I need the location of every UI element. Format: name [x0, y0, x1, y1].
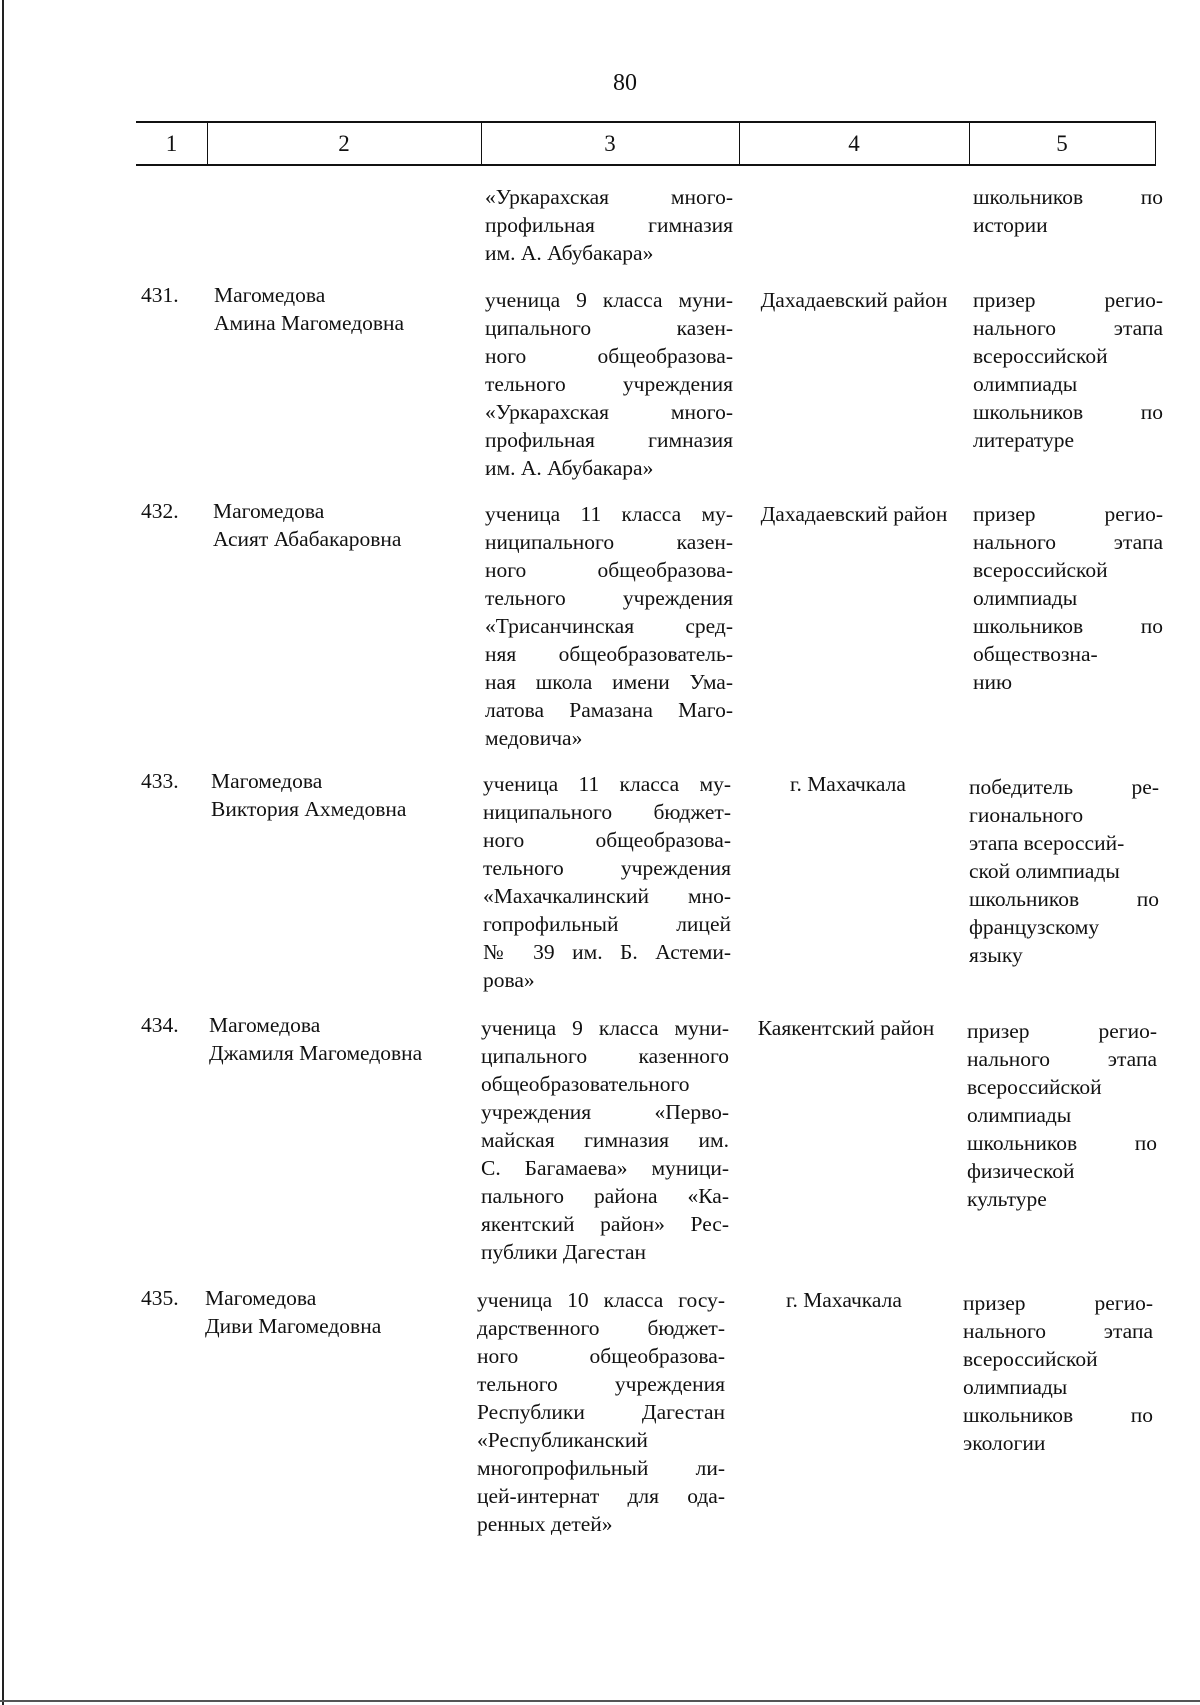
row-number: 433. — [141, 769, 179, 793]
description-line: им. А. Абубакара» — [485, 456, 654, 480]
award-line: олимпиады — [973, 372, 1078, 396]
row-number: 431. — [141, 283, 179, 307]
description-line: латова Рамазана Маго- — [485, 698, 733, 722]
description-line: Республики Дагестан — [477, 1400, 725, 1424]
scan-edge-left — [2, 0, 4, 1705]
row-number: 432. — [141, 499, 179, 523]
award-line: нального этапа — [973, 530, 1163, 554]
description-line: «Уркарахская много- — [485, 185, 733, 209]
name-line: Магомедова — [209, 1013, 321, 1037]
award-line: всероссийской — [967, 1075, 1102, 1099]
name-line: Магомедова — [205, 1286, 317, 1310]
award-line: гионального — [969, 803, 1084, 827]
row-number: 434. — [141, 1013, 179, 1037]
award-line: школьников по — [967, 1131, 1157, 1155]
award-line: всероссийской — [973, 344, 1108, 368]
column-number-2: 2 — [338, 131, 350, 156]
award-line: призер регио- — [973, 288, 1163, 312]
description-line: ученица 9 класса муни- — [485, 288, 733, 312]
column-number-5: 5 — [1056, 131, 1068, 156]
award-line: всероссийской — [973, 558, 1108, 582]
description-line: общеобразовательного — [481, 1072, 690, 1096]
page-number: 80 — [613, 70, 637, 96]
description-line: цей-интернат для ода- — [477, 1484, 725, 1508]
award — [963, 1289, 1153, 1457]
award-line: экологии — [963, 1431, 1046, 1455]
award-line: олимпиады — [967, 1103, 1072, 1127]
award — [967, 1017, 1157, 1213]
scan-edge-bottom — [0, 1700, 1200, 1702]
award-line: олимпиады — [963, 1375, 1068, 1399]
award-line: физической — [967, 1159, 1075, 1183]
school-description — [485, 500, 733, 752]
school-description — [483, 770, 731, 994]
award-line: всероссийской — [963, 1347, 1098, 1371]
award-line: победитель ре- — [969, 775, 1159, 799]
description-line: С. Багамаева» муници- — [481, 1156, 729, 1180]
description-line: майская гимназия им. — [481, 1128, 729, 1152]
description-line: ученица 11 класса му- — [483, 772, 731, 796]
description-line: многопрофильный ли- — [477, 1456, 725, 1480]
name-line: Диви Магомедовна — [205, 1314, 382, 1338]
description-line: ренных детей» — [477, 1512, 613, 1536]
award — [973, 286, 1163, 454]
header-bottom-rule — [136, 164, 1156, 166]
description-line: ученица 10 класса госу- — [477, 1288, 725, 1312]
award-line: школьников по — [973, 614, 1163, 638]
award-line: призер регио- — [967, 1019, 1157, 1043]
award-line: нального этапа — [973, 316, 1163, 340]
description-line: ученица 11 класса му- — [485, 502, 733, 526]
column-number-4: 4 — [848, 131, 860, 156]
description-line: тельного учреждения — [483, 856, 731, 880]
district: г. Махачкала — [790, 772, 906, 796]
student-name — [211, 767, 461, 823]
description-line: тельного учреждения — [485, 586, 733, 610]
award-line: призер регио- — [963, 1291, 1153, 1315]
description-line: публики Дагестан — [481, 1240, 647, 1264]
description-line: ного общеобразова- — [483, 828, 731, 852]
school-description — [477, 1286, 725, 1538]
award-line: языку — [969, 943, 1023, 967]
description-line: пального района «Ка- — [481, 1184, 729, 1208]
award-line: истории — [973, 213, 1048, 237]
column-number-3: 3 — [604, 131, 616, 156]
description-line: медовича» — [485, 726, 583, 750]
name-line: Магомедова — [213, 499, 325, 523]
description-line: ученица 9 класса муни- — [481, 1016, 729, 1040]
award-line: ской олимпиады — [969, 859, 1120, 883]
description-line: «Трисанчинская сред- — [485, 614, 733, 638]
district: г. Махачкала — [786, 1288, 902, 1312]
award — [969, 773, 1159, 969]
description-line: якентский район» Рес- — [481, 1212, 729, 1236]
header-top-rule — [136, 121, 1156, 123]
award-line: нию — [973, 670, 1013, 694]
award-line: олимпиады — [973, 586, 1078, 610]
carryover-description — [485, 183, 733, 267]
award-line: литературе — [973, 428, 1075, 452]
description-line: няя общеобразователь- — [485, 642, 733, 666]
header-divider — [1155, 122, 1156, 164]
description-line: ного общеобразова- — [485, 344, 733, 368]
school-description — [481, 1014, 729, 1266]
award-line: школьников по — [963, 1403, 1153, 1427]
description-line: профильная гимназия — [485, 428, 733, 452]
description-line: рова» — [483, 968, 535, 992]
award-line: этапа всероссий- — [969, 831, 1125, 855]
name-line: Виктория Ахмедовна — [211, 797, 407, 821]
row-number: 435. — [141, 1286, 179, 1310]
description-line: «Уркарахская много- — [485, 400, 733, 424]
student-name — [214, 281, 464, 337]
award-line: французскому — [969, 915, 1100, 939]
award-line: обществозна- — [973, 642, 1098, 666]
name-line: Магомедова — [211, 769, 323, 793]
name-line: Асият Абабакаровна — [213, 527, 402, 551]
description-line: гопрофильный лицей — [483, 912, 731, 936]
name-line: Джамиля Магомедовна — [209, 1041, 423, 1065]
district: Дахадаевский район — [760, 288, 948, 312]
description-line: тельного учреждения — [477, 1372, 725, 1396]
student-name — [213, 497, 463, 553]
name-line: Магомедова — [214, 283, 326, 307]
description-line: ципального казен- — [485, 316, 733, 340]
award-line: культуре — [967, 1187, 1047, 1211]
award-line: нального этапа — [967, 1047, 1157, 1071]
description-line: им. А. Абубакара» — [485, 241, 654, 265]
award-line: призер регио- — [973, 502, 1163, 526]
description-line: тельного учреждения — [485, 372, 733, 396]
award-line: школьников по — [969, 887, 1159, 911]
student-name — [205, 1284, 455, 1340]
description-line: ная школа имени Ума- — [485, 670, 733, 694]
name-line: Амина Магомедовна — [214, 311, 405, 335]
award-line: школьников по — [973, 400, 1163, 424]
description-line: ниципального бюджет- — [483, 800, 731, 824]
award-line: школьников по — [973, 185, 1163, 209]
description-line: «Махачкалинский мно- — [483, 884, 731, 908]
carryover-award — [973, 183, 1163, 239]
school-description — [485, 286, 733, 482]
description-line: ниципального казен- — [485, 530, 733, 554]
description-line: ного общеобразова- — [477, 1344, 725, 1368]
column-number-1: 1 — [165, 131, 178, 156]
description-line: № 39 им. Б. Астеми- — [483, 940, 731, 964]
description-line: профильная гимназия — [485, 213, 733, 237]
award — [973, 500, 1163, 696]
description-line: учреждения «Перво- — [481, 1100, 729, 1124]
description-line: дарственного бюджет- — [477, 1316, 725, 1340]
district: Каякентский район — [757, 1016, 935, 1040]
award-line: нального этапа — [963, 1319, 1153, 1343]
description-line: «Республиканский — [477, 1428, 648, 1452]
district: Дахадаевский район — [760, 502, 948, 526]
description-line: ного общеобразова- — [485, 558, 733, 582]
student-name — [209, 1011, 459, 1067]
description-line: ципального казенного — [481, 1044, 729, 1068]
